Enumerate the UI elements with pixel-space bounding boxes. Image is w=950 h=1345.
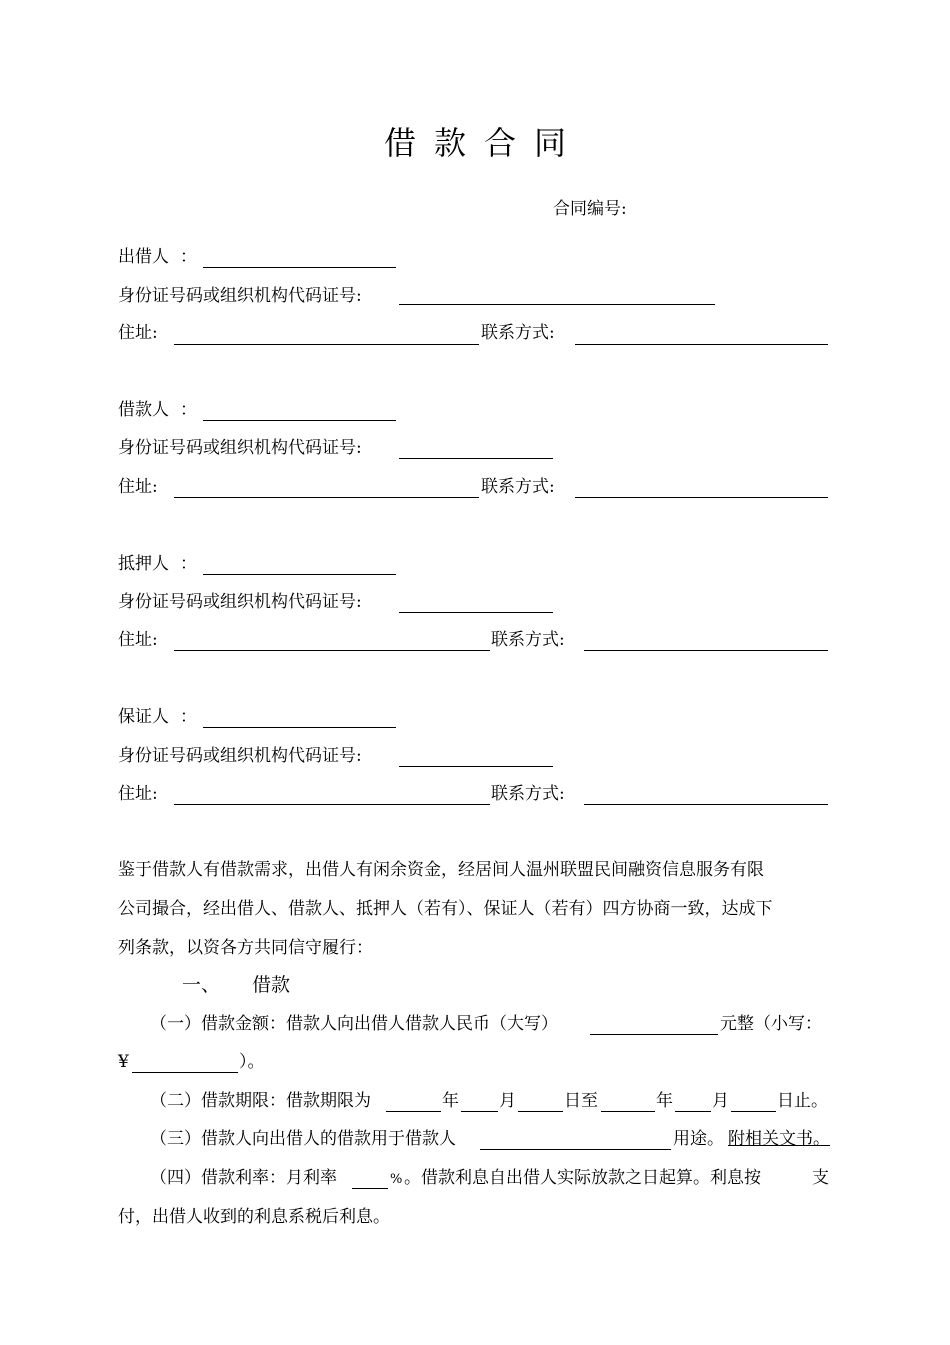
- section-number: 一、: [182, 974, 221, 996]
- id-number-label: 身份证号码或组织机构代码证号:: [118, 746, 362, 766]
- party-role-label: 抵押人: [118, 554, 169, 574]
- contact-label: 联系方式:: [491, 630, 565, 650]
- month-label: 月: [499, 1091, 516, 1111]
- mortgagor-contact-field[interactable]: [584, 650, 828, 651]
- day-to-label: 日至: [564, 1091, 598, 1111]
- end-year-field[interactable]: [601, 1111, 655, 1112]
- party-role-colon: ：: [180, 400, 197, 420]
- day-end-label: 日止。: [777, 1091, 828, 1111]
- start-year-field[interactable]: [386, 1111, 441, 1112]
- contact-label: 联系方式:: [491, 784, 565, 804]
- id-number-label: 身份证号码或组织机构代码证号:: [118, 438, 362, 458]
- start-day-field[interactable]: [518, 1111, 563, 1112]
- clause-amount-text: ）。: [239, 1052, 265, 1072]
- lender-name-field[interactable]: [203, 267, 396, 268]
- guarantor-address-field[interactable]: [174, 804, 490, 805]
- attached-documents-note: 附相关文书。: [728, 1129, 830, 1149]
- clause-rate-text: 付，出借人收到的利息系税后利息。: [118, 1207, 390, 1227]
- mortgagor-address-field[interactable]: [174, 650, 490, 651]
- guarantor-name-field[interactable]: [203, 727, 396, 728]
- guarantor-contact-field[interactable]: [584, 804, 828, 805]
- borrower-id-field[interactable]: [399, 458, 553, 459]
- address-label: 住址:: [118, 323, 158, 343]
- clause-amount-text: 元整（小写：: [720, 1014, 822, 1034]
- year-label: 年: [442, 1091, 459, 1111]
- start-month-field[interactable]: [461, 1111, 498, 1112]
- address-label: 住址:: [118, 477, 158, 497]
- lender-address-field[interactable]: [174, 344, 479, 345]
- clause-rate-text: 。借款利息自出借人实际放款之日起算。利息按: [404, 1168, 761, 1188]
- contact-label: 联系方式:: [481, 323, 555, 343]
- contract-number-label: 合同编号:: [553, 199, 627, 219]
- id-number-label: 身份证号码或组织机构代码证号:: [118, 286, 362, 306]
- lender-contact-field[interactable]: [575, 344, 828, 345]
- mortgagor-id-field[interactable]: [399, 612, 553, 613]
- address-label: 住址:: [118, 630, 158, 650]
- id-number-label: 身份证号码或组织机构代码证号:: [118, 592, 362, 612]
- party-role-colon: ：: [180, 707, 197, 727]
- percent-sign: %: [390, 1172, 403, 1187]
- party-role-label: 借款人: [118, 400, 169, 420]
- party-role-label: 保证人: [118, 707, 169, 727]
- year-label: 年: [656, 1091, 673, 1111]
- amount-uppercase-field[interactable]: [590, 1034, 718, 1035]
- purpose-field[interactable]: [480, 1149, 671, 1150]
- clause-purpose-text: （三）借款人向出借人的借款用于借款人: [150, 1129, 456, 1149]
- intro-line: 鉴于借款人有借款需求，出借人有闲余资金，经居间人温州联盟民间融资信息服务有限: [118, 860, 764, 880]
- address-label: 住址:: [118, 784, 158, 804]
- borrower-name-field[interactable]: [203, 420, 396, 421]
- clause-rate-text: （四）借款利率：月利率: [150, 1168, 337, 1188]
- party-role-label: 出借人: [118, 247, 169, 267]
- document-title: 借款合同: [383, 124, 584, 162]
- party-role-colon: ：: [180, 554, 197, 574]
- monthly-rate-field[interactable]: [352, 1188, 388, 1189]
- contact-label: 联系方式:: [481, 477, 555, 497]
- amount-number-field[interactable]: [132, 1072, 238, 1073]
- intro-line: 列条款，以资各方共同信守履行：: [118, 938, 373, 958]
- mortgagor-name-field[interactable]: [203, 574, 396, 575]
- clause-term-text: （二）借款期限：借款期限为: [150, 1091, 371, 1111]
- end-month-field[interactable]: [675, 1111, 711, 1112]
- borrower-address-field[interactable]: [174, 497, 479, 498]
- intro-line: 公司撮合，经出借人、借款人、抵押人（若有）、保证人（若有）四方协商一致，达成下: [118, 899, 773, 919]
- yuan-symbol: ¥: [118, 1052, 129, 1072]
- clause-rate-text: 支: [812, 1168, 829, 1188]
- end-day-field[interactable]: [731, 1111, 776, 1112]
- borrower-contact-field[interactable]: [575, 497, 828, 498]
- month-label: 月: [712, 1091, 729, 1111]
- guarantor-id-field[interactable]: [399, 766, 553, 767]
- clause-amount-text: （一）借款金额：借款人向出借人借款人民币（大写）: [150, 1014, 558, 1034]
- lender-id-field[interactable]: [399, 304, 715, 305]
- section-heading: 借款: [252, 974, 291, 996]
- party-role-colon: ：: [180, 247, 197, 267]
- clause-purpose-text: 用途。: [673, 1129, 724, 1149]
